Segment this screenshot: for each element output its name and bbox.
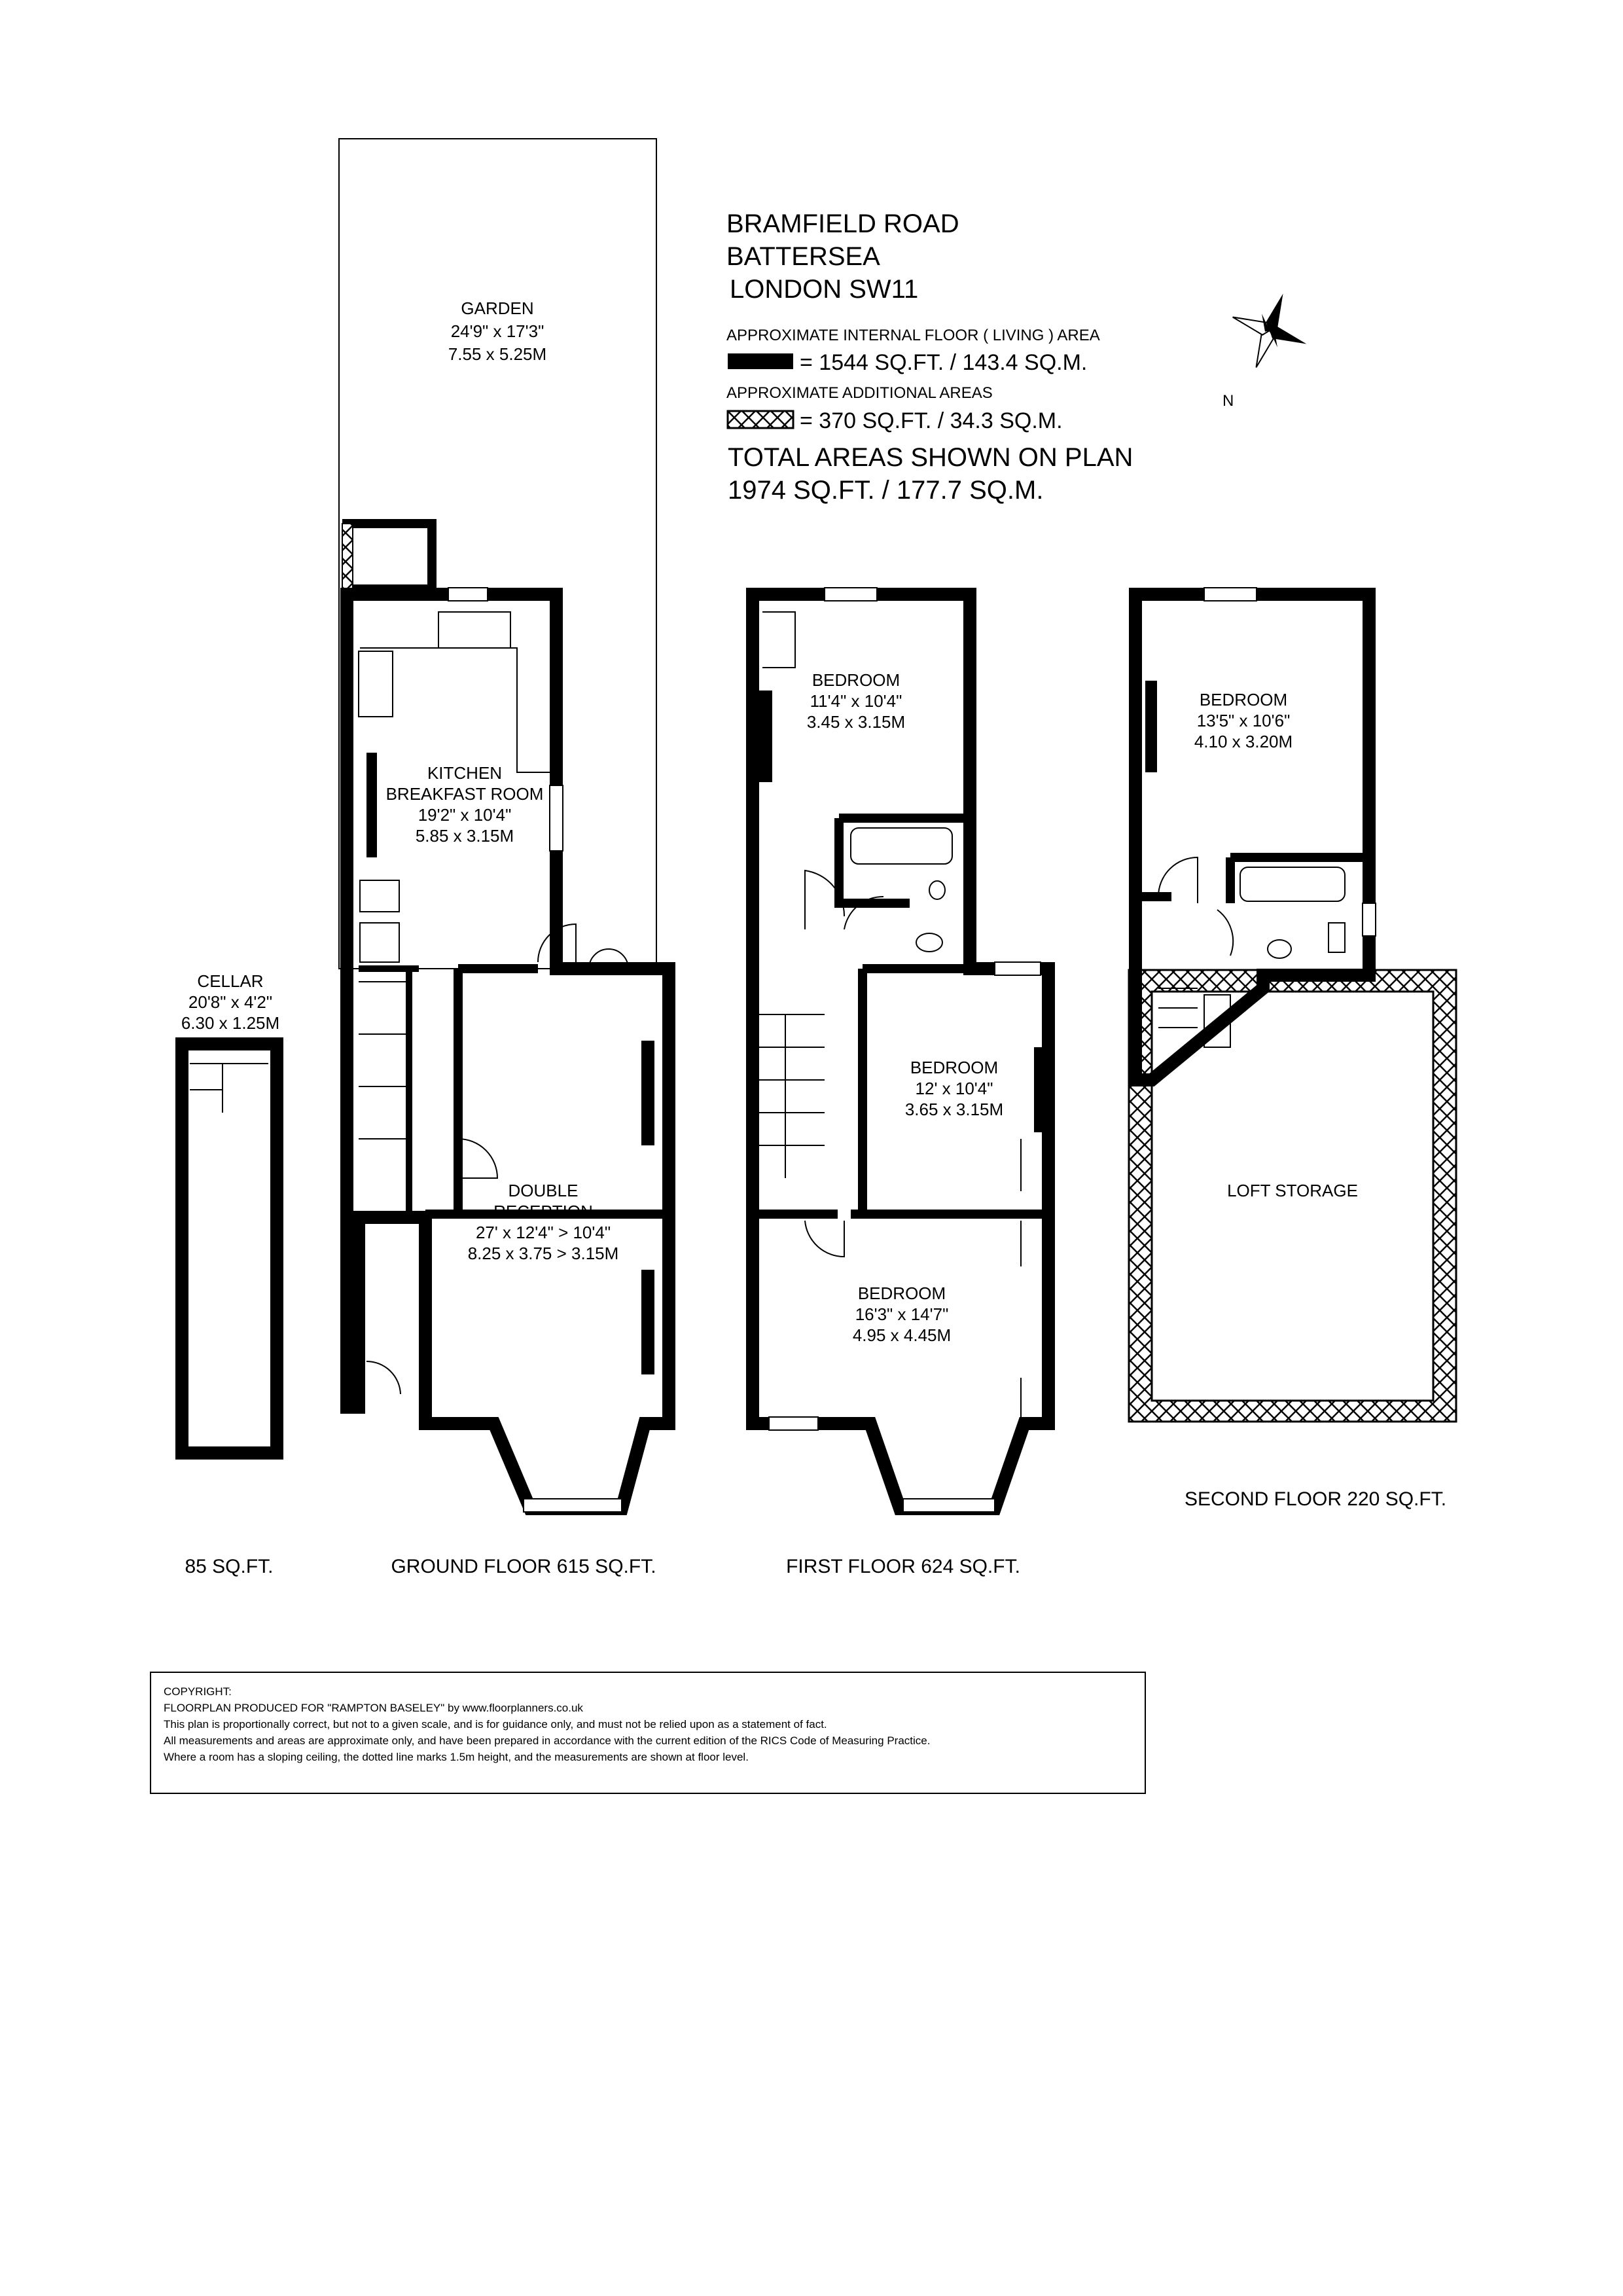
bedroom-2-name: BEDROOM — [910, 1058, 999, 1077]
cellar-name: CELLAR — [197, 971, 264, 991]
reception-name-2: RECEPTION — [493, 1202, 593, 1221]
bedroom-1-metric: 3.45 x 3.15M — [806, 712, 906, 732]
ground-outer-walls — [347, 594, 669, 1509]
first-floor-label: FIRST FLOOR 624 SQ.FT. — [786, 1556, 1020, 1577]
bedroom-2-metric: 3.65 x 3.15M — [904, 1100, 1004, 1119]
copyright-line-2: This plan is proportionally correct, but not to a given scale, and is for guidance only, and must not be relied upon as a statement of fact. — [164, 1718, 827, 1731]
reception-imperial: 27' x 12'4" > 10'4" — [475, 1223, 611, 1242]
kitchen-name-2: BREAKFAST ROOM — [385, 784, 544, 804]
total-area-value: 1974 SQ.FT. / 177.7 SQ.M. — [728, 476, 1044, 505]
cellar-floor-label: 85 SQ.FT. — [185, 1556, 274, 1577]
cellar-plan — [181, 971, 279, 1577]
internal-area-value: = 1544 SQ.FT. / 143.4 SQ.M. — [800, 350, 1088, 375]
additional-area-swatch — [728, 411, 793, 428]
cellar-imperial: 20'8" x 4'2" — [188, 992, 273, 1012]
north-arrow-icon — [1219, 280, 1320, 381]
bedroom-4-name: BEDROOM — [1199, 690, 1288, 709]
ground-floor-label: GROUND FLOOR 615 SQ.FT. — [391, 1556, 656, 1577]
garden-name: GARDEN — [461, 298, 534, 318]
outside-store — [347, 524, 432, 589]
bedroom-1-name: BEDROOM — [812, 670, 901, 690]
second-floor-plan — [1129, 588, 1456, 1422]
bedroom-2-imperial: 12' x 10'4" — [915, 1079, 993, 1098]
second-floor-label: SECOND FLOOR 220 SQ.FT. — [1184, 1488, 1447, 1510]
bedroom-4-metric: 4.10 x 3.20M — [1194, 732, 1293, 751]
garden-imperial: 24'9" x 17'3" — [450, 321, 544, 341]
loft-storage-name: LOFT STORAGE — [1227, 1181, 1358, 1200]
kitchen-metric: 5.85 x 3.15M — [415, 826, 514, 846]
cellar-metric: 6.30 x 1.25M — [181, 1013, 280, 1033]
copyright-heading: COPYRIGHT: — [164, 1685, 232, 1698]
bedroom-3-metric: 4.95 x 4.45M — [852, 1325, 952, 1345]
reception-name-1: DOUBLE — [508, 1181, 579, 1200]
additional-area-label: APPROXIMATE ADDITIONAL AREAS — [726, 384, 993, 402]
address-line-1: BRAMFIELD ROAD — [726, 209, 959, 238]
bedroom-4-imperial: 13'5" x 10'6" — [1196, 711, 1291, 730]
total-area-label: TOTAL AREAS SHOWN ON PLAN — [728, 443, 1133, 472]
kitchen-name-1: KITCHEN — [427, 763, 503, 783]
kitchen-imperial: 19'2" x 10'4" — [418, 805, 512, 825]
copyright-line-4: Where a room has a sloping ceiling, the dotted line marks 1.5m height, and the measurements are shown at floor level. — [164, 1751, 749, 1763]
copyright-line-3: All measurements and areas are approximate only, and have been prepared in accordance with the current edition of the RICS Code of Measuring Practice. — [164, 1734, 931, 1747]
bedroom-1-imperial: 11'4" x 10'4" — [810, 691, 902, 711]
internal-area-swatch — [728, 353, 793, 369]
copyright-box — [151, 1672, 1145, 1793]
address-line-2: BATTERSEA — [726, 242, 880, 271]
address-line-3: LONDON SW11 — [730, 275, 919, 304]
bedroom-3-imperial: 16'3" x 14'7" — [855, 1304, 949, 1324]
address-block — [726, 209, 959, 304]
reception-metric: 8.25 x 3.75 > 3.15M — [467, 1244, 619, 1263]
additional-area-value: = 370 SQ.FT. / 34.3 SQ.M. — [800, 408, 1063, 433]
area-legend — [726, 327, 1133, 505]
garden-metric: 7.55 x 5.25M — [448, 344, 547, 364]
copyright-line-1: FLOORPLAN PRODUCED FOR "RAMPTON BASELEY" by www.floorplanners.co.uk — [164, 1702, 583, 1714]
internal-area-label: APPROXIMATE INTERNAL FLOOR ( LIVING ) AREA — [726, 327, 1100, 344]
bedroom-3-name: BEDROOM — [857, 1283, 946, 1303]
compass-label: N — [1222, 392, 1234, 410]
